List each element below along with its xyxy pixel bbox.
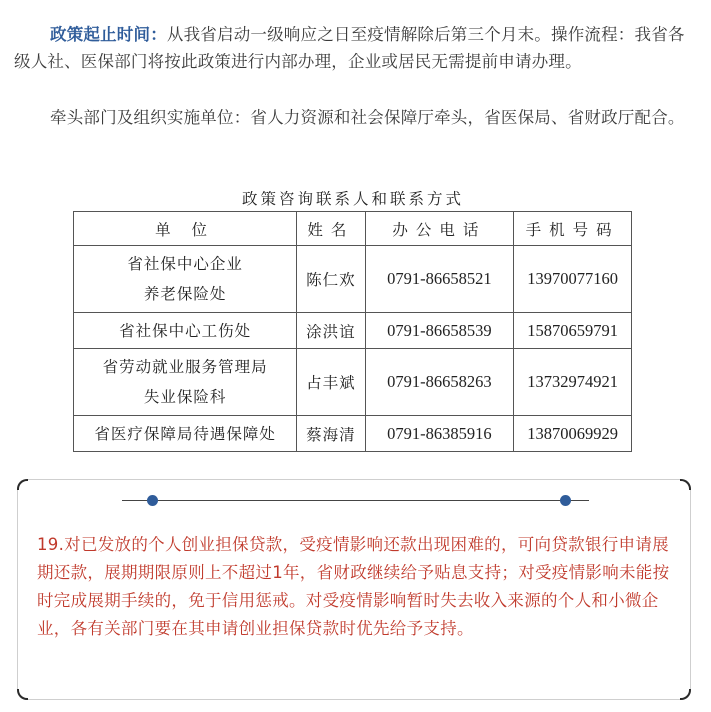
header-name: 姓名 — [297, 212, 365, 246]
corner-decoration — [17, 479, 28, 490]
name-cell: 陈仁欢 — [297, 246, 365, 313]
table-row — [74, 349, 632, 416]
corner-decoration — [680, 689, 691, 700]
table-row — [74, 416, 632, 452]
mobile-cell: 13732974921 — [514, 349, 632, 416]
unit-line: 省医疗保障局待遇保障处 — [94, 424, 276, 443]
unit-cell — [74, 313, 297, 349]
policy-item-box — [17, 479, 691, 700]
divider-line — [158, 500, 560, 501]
divider-line — [122, 500, 148, 501]
unit-line: 省社保中心工伤处 — [119, 321, 252, 340]
table-header-row — [74, 212, 632, 246]
name-cell: 占丰斌 — [297, 349, 365, 416]
office-phone-cell: 0791-86658521 — [365, 246, 514, 313]
mobile-cell: 13870069929 — [514, 416, 632, 452]
office-phone-cell: 0791-86658539 — [365, 313, 514, 349]
dot-decoration — [560, 495, 571, 506]
unit-line: 省社保中心企业 — [127, 255, 243, 273]
unit-line: 省劳动就业服务管理局 — [102, 358, 268, 376]
divider-line — [571, 500, 589, 501]
office-phone-cell: 0791-86658263 — [365, 349, 514, 416]
table-row — [74, 246, 632, 313]
unit-cell — [74, 416, 297, 452]
name-cell: 涂洪谊 — [297, 313, 365, 349]
header-office-phone: 办公电话 — [365, 212, 514, 246]
policy-period-paragraph — [14, 21, 698, 75]
corner-decoration — [17, 689, 28, 700]
contact-table — [73, 211, 632, 452]
unit-line: 养老保险处 — [143, 285, 227, 303]
policy-period-text: 从我省启动一级响应之日至疫情解除后第三个月末。操作流程：我省各级人社、医保部门将按此政策进行内部办理，企业或居民无需提前申请办理。 — [14, 25, 685, 71]
mobile-cell: 15870659791 — [514, 313, 632, 349]
unit-line: 失业保险科 — [143, 388, 227, 406]
header-mobile: 手机号码 — [514, 212, 632, 246]
header-unit: 单 位 — [74, 212, 297, 246]
unit-cell — [74, 246, 297, 313]
lead-department-paragraph: 牵头部门及组织实施单位：省人力资源和社会保障厅牵头，省医保局、省财政厅配合。 — [50, 108, 685, 127]
name-cell: 蔡海清 — [297, 416, 365, 452]
unit-cell — [74, 349, 297, 416]
policy-period-label: 政策起止时间： — [50, 25, 167, 44]
office-phone-cell: 0791-86385916 — [365, 416, 514, 452]
corner-decoration — [680, 479, 691, 490]
mobile-cell: 13970077160 — [514, 246, 632, 313]
policy-item-text: 19.对已发放的个人创业担保贷款，受疫情影响还款出现困难的，可向贷款银行申请展期还款，展期期限原则上不超过1年，省财政继续给予贴息支持；对受疫情影响未能按时完成展期手续的，免于信用惩戒。对受疫情影响暂时失去收入来源的个人和小微企业，各有关部门要在其申请创业担保贷款时优先给予支持。 — [37, 535, 670, 638]
table-title: 政策咨询联系人和联系方式 — [241, 190, 464, 208]
dot-decoration — [147, 495, 158, 506]
table-row — [74, 313, 632, 349]
